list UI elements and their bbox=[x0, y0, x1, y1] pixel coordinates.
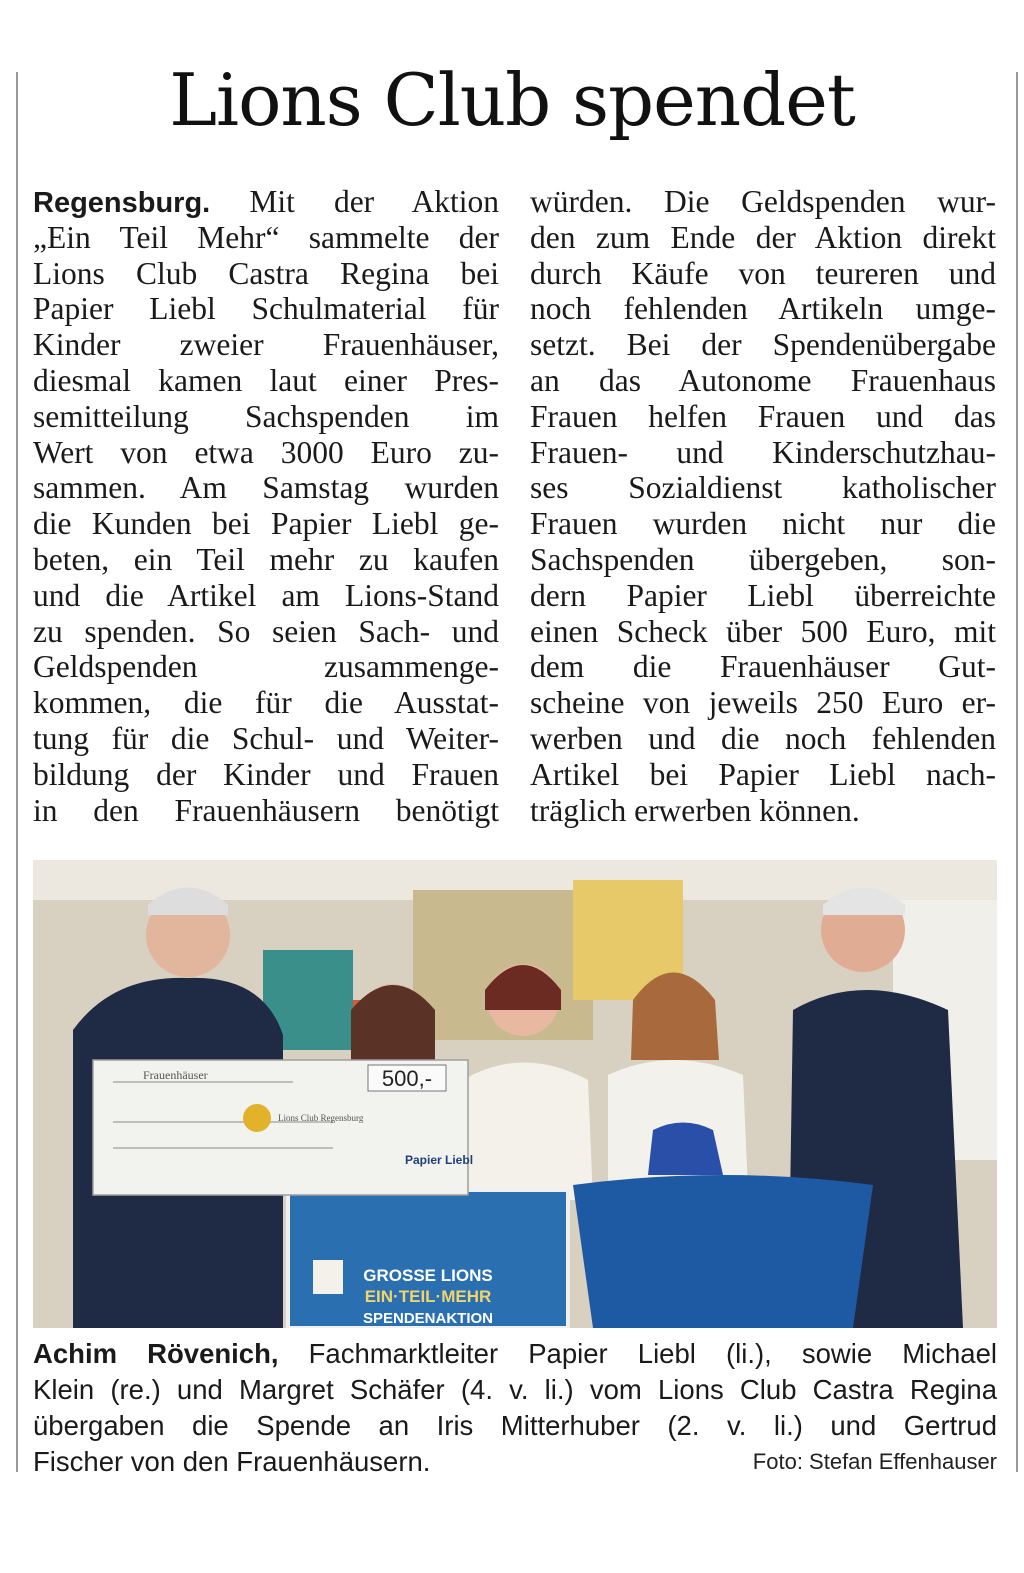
lion-figure bbox=[648, 1123, 723, 1176]
dateline: Regensburg. bbox=[33, 187, 211, 219]
article-column-right bbox=[530, 184, 996, 828]
article-line: träglich erwerben können. bbox=[530, 792, 860, 828]
article-line: die Kunden bei Papier Liebl ge- bbox=[33, 506, 499, 542]
article-line: Artikel bei Papier Liebl nach- bbox=[530, 756, 996, 792]
banner-line-2: EIN·TEIL·MEHR bbox=[364, 1287, 492, 1306]
right-column-rule bbox=[1016, 72, 1018, 1472]
article-line: Wert von etwa 3000 Euro zu- bbox=[33, 434, 499, 470]
person-shirt bbox=[463, 1063, 593, 1201]
article-line: semitteilung Sachspenden im bbox=[33, 398, 499, 434]
article-line: sammen. Am Samstag wurden bbox=[33, 470, 499, 506]
caption-name: Achim Rövenich, bbox=[33, 1338, 279, 1369]
article-line: ses Sozialdienst katholischer bbox=[530, 470, 996, 506]
cheque-amount: 500,- bbox=[381, 1066, 433, 1091]
article-line: in den Frauenhäusern benötigt bbox=[33, 792, 499, 828]
article-line: noch fehlenden Artikeln umge- bbox=[530, 291, 996, 327]
banner-line-3: SPENDENAKTION bbox=[362, 1310, 494, 1327]
cheque-logo: Papier Liebl bbox=[405, 1153, 474, 1167]
caption-line: Achim Rövenich, Fachmarktleiter Papier Liebl (li.), sowie Michael bbox=[33, 1338, 997, 1369]
article-line: beten, ein Teil mehr zu kaufen bbox=[33, 541, 499, 577]
article-line: Sachspenden übergeben, son- bbox=[530, 541, 996, 577]
article-line: Kinder zweier Frauenhäuser, bbox=[33, 327, 499, 363]
cheque-signature: Lions Club Regensburg bbox=[278, 1113, 364, 1123]
article-line: Frauen wurden nicht nur die bbox=[530, 506, 996, 542]
caption-line: Klein (re.) und Margret Schäfer (4. v. li.) vom Lions Club Castra Regina bbox=[33, 1374, 997, 1405]
article-line: Papier Liebl Schulmaterial für bbox=[33, 291, 499, 327]
article-line: scheine von jeweils 250 Euro er- bbox=[530, 685, 996, 721]
photo-credit: Foto: Stefan Effenhauser bbox=[752, 1449, 997, 1474]
article-line: würden. Die Geldspenden wur- bbox=[530, 184, 996, 219]
person-hair bbox=[351, 985, 435, 1070]
article-line: Frauen helfen Frauen und das bbox=[530, 398, 996, 434]
banner-logo bbox=[313, 1260, 343, 1294]
left-column-rule bbox=[16, 72, 18, 1472]
article-line: bildung der Kinder und Frauen bbox=[33, 756, 499, 792]
standing-table bbox=[573, 1175, 873, 1328]
article-line: setzt. Bei der Spendenübergabe bbox=[530, 327, 996, 363]
article-line: Geldspenden zusammenge- bbox=[33, 649, 499, 685]
photo-illustration bbox=[33, 860, 997, 1328]
article-line: den zum Ende der Aktion direkt bbox=[530, 219, 996, 255]
cheque-payee: Frauenhäuser bbox=[143, 1068, 208, 1082]
article-line: „Ein Teil Mehr“ sammelte der bbox=[33, 219, 499, 255]
lions-logo-icon bbox=[243, 1104, 271, 1132]
article-line: diesmal kamen laut einer Pres- bbox=[33, 362, 499, 398]
article-line: tung für die Schul- und Weiter- bbox=[33, 720, 499, 756]
article-line: einen Scheck über 500 Euro, mit bbox=[530, 613, 996, 649]
article-line: werben und die noch fehlenden bbox=[530, 720, 996, 756]
article-line: an das Autonome Frauenhaus bbox=[530, 362, 996, 398]
event-banner bbox=[288, 1190, 568, 1328]
article-column-left bbox=[33, 184, 499, 828]
article-line: dem die Frauenhäuser Gut- bbox=[530, 649, 996, 685]
caption-line: Fischer von den Frauenhäusern. bbox=[33, 1446, 431, 1477]
article-line: und die Artikel am Lions-Stand bbox=[33, 577, 499, 613]
article-line: zu spenden. So seien Sach- und bbox=[33, 613, 499, 649]
article-line: Lions Club Castra Regina bei bbox=[33, 255, 499, 291]
caption-line: übergaben die Spende an Iris Mitterhuber (2. v. li.) und Gertrud bbox=[33, 1410, 997, 1441]
article-line: durch Käufe von teureren und bbox=[530, 255, 996, 291]
article-line: Frauen- und Kinderschutzhau- bbox=[530, 434, 996, 470]
headline: Lions Club spendet bbox=[169, 58, 855, 142]
article-line: kommen, die für die Ausstat- bbox=[33, 685, 499, 721]
article-line: dern Papier Liebl überreichte bbox=[530, 577, 996, 613]
banner-line-1: GROSSE LIONS bbox=[363, 1266, 493, 1285]
news-photo bbox=[33, 860, 997, 1328]
article-line: Regensburg. Mit der Aktion bbox=[33, 184, 500, 219]
